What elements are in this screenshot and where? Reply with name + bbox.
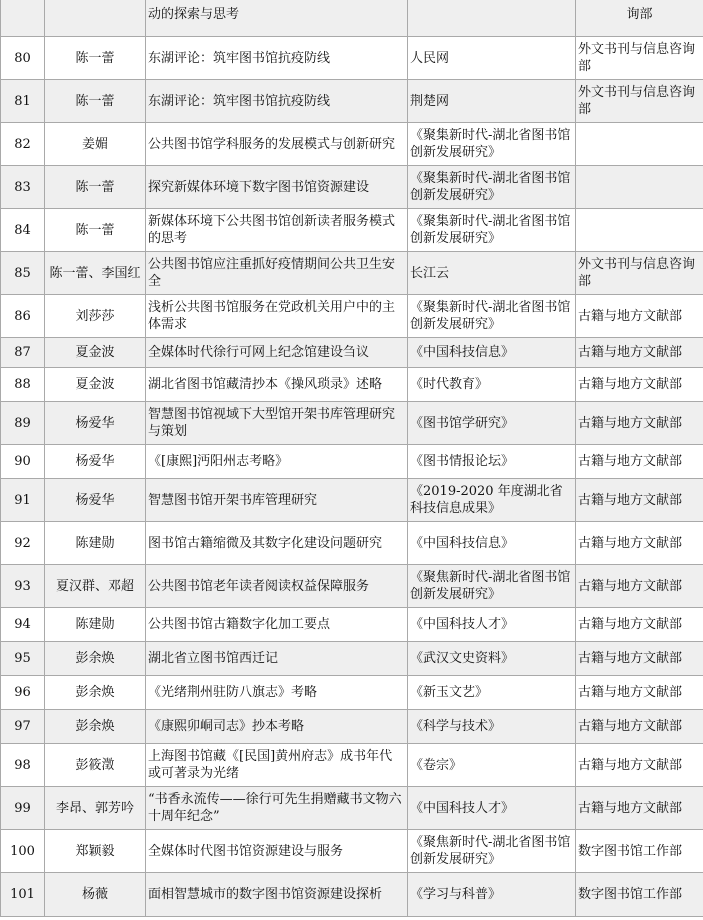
table-row — [1, 710, 703, 744]
row-number — [1, 0, 45, 37]
row-source: 《图书情报论坛》 — [408, 445, 576, 479]
row-source: 《聚集新时代-湖北省图书馆创新发展研究》 — [408, 166, 576, 209]
row-author: 陈一蕾 — [45, 80, 146, 123]
row-department — [576, 209, 703, 252]
table-row — [1, 209, 703, 252]
table-row — [1, 0, 703, 37]
row-number: 93 — [1, 565, 45, 608]
row-number: 87 — [1, 338, 45, 368]
publications-table-body — [1, 0, 703, 917]
row-title: 上海图书馆藏《[民国]黄州府志》成书年代或可著录为光绪 — [146, 744, 408, 787]
row-source: 《中国科技信息》 — [408, 522, 576, 565]
row-number: 90 — [1, 445, 45, 479]
row-author: 陈一蕾、李国红 — [45, 252, 146, 295]
row-author: 李昂、郭芳吟 — [45, 787, 146, 830]
row-department: 古籍与地方文献部 — [576, 608, 703, 642]
row-title: 湖北省图书馆藏清抄本《操风琐录》述略 — [146, 368, 408, 402]
row-source: 《聚集新时代-湖北省图书馆创新发展研究》 — [408, 123, 576, 166]
table-row — [1, 445, 703, 479]
table-row — [1, 676, 703, 710]
row-source: 《学习与科普》 — [408, 873, 576, 917]
row-title: 东湖评论：筑牢图书馆抗疫防线 — [146, 80, 408, 123]
row-number: 96 — [1, 676, 45, 710]
row-author: 陈一蕾 — [45, 166, 146, 209]
table-row — [1, 744, 703, 787]
table-row — [1, 642, 703, 676]
row-number: 84 — [1, 209, 45, 252]
row-source: 《聚集新时代-湖北省图书馆创新发展研究》 — [408, 295, 576, 338]
table-row — [1, 402, 703, 445]
row-title: 《[康熙]沔阳州志考略》 — [146, 445, 408, 479]
table-row — [1, 252, 703, 295]
table-row — [1, 338, 703, 368]
row-title: 公共图书馆学科服务的发展模式与创新研究 — [146, 123, 408, 166]
row-department: 外文书刊与信息咨询部 — [576, 252, 703, 295]
row-department: 询部 — [576, 0, 703, 37]
row-department: 外文书刊与信息咨询部 — [576, 80, 703, 123]
row-title: 《康熙卯峒司志》抄本考略 — [146, 710, 408, 744]
row-author: 杨薇 — [45, 873, 146, 917]
row-number: 98 — [1, 744, 45, 787]
row-number: 94 — [1, 608, 45, 642]
row-title: 智慧图书馆视域下大型馆开架书库管理研究与策划 — [146, 402, 408, 445]
row-author: 彭余焕 — [45, 642, 146, 676]
row-author: 彭余焕 — [45, 710, 146, 744]
row-title: 探究新媒体环境下数字图书馆资源建设 — [146, 166, 408, 209]
row-number: 81 — [1, 80, 45, 123]
row-author: 郑颖毅 — [45, 830, 146, 873]
table-row — [1, 80, 703, 123]
row-number: 85 — [1, 252, 45, 295]
row-author: 姜媚 — [45, 123, 146, 166]
row-title: 智慧图书馆开架书库管理研究 — [146, 479, 408, 522]
row-author: 夏金波 — [45, 368, 146, 402]
table-row — [1, 295, 703, 338]
row-author: 彭余焕 — [45, 676, 146, 710]
row-author: 夏金波 — [45, 338, 146, 368]
row-source: 长江云 — [408, 252, 576, 295]
row-source: 《中国科技信息》 — [408, 338, 576, 368]
row-department: 古籍与地方文献部 — [576, 676, 703, 710]
row-source: 《2019-2020 年度湖北省科技信息成果》 — [408, 479, 576, 522]
row-number: 99 — [1, 787, 45, 830]
row-author: 杨爱华 — [45, 402, 146, 445]
row-source: 荆楚网 — [408, 80, 576, 123]
row-department: 古籍与地方文献部 — [576, 368, 703, 402]
row-author: 彭筱澂 — [45, 744, 146, 787]
row-title: 湖北省立图书馆西迁记 — [146, 642, 408, 676]
row-title: 新媒体环境下公共图书馆创新读者服务模式的思考 — [146, 209, 408, 252]
row-department — [576, 166, 703, 209]
row-department: 数字图书馆工作部 — [576, 830, 703, 873]
row-number: 86 — [1, 295, 45, 338]
row-department: 外文书刊与信息咨询部 — [576, 37, 703, 80]
row-department: 古籍与地方文献部 — [576, 479, 703, 522]
table-row — [1, 608, 703, 642]
table-row — [1, 166, 703, 209]
row-author: 陈一蕾 — [45, 209, 146, 252]
row-department — [576, 123, 703, 166]
row-source: 《聚焦新时代-湖北省图书馆创新发展研究》 — [408, 830, 576, 873]
table-row — [1, 479, 703, 522]
row-author: 夏汉群、邓超 — [45, 565, 146, 608]
row-title: 图书馆古籍缩微及其数字化建设问题研究 — [146, 522, 408, 565]
row-department: 古籍与地方文献部 — [576, 522, 703, 565]
row-title: 公共图书馆古籍数字化加工要点 — [146, 608, 408, 642]
row-author: 陈一蕾 — [45, 37, 146, 80]
row-author: 杨爱华 — [45, 479, 146, 522]
row-source: 《中国科技人才》 — [408, 608, 576, 642]
row-source: 《聚焦新时代-湖北省图书馆创新发展研究》 — [408, 565, 576, 608]
table-row — [1, 123, 703, 166]
row-source: 《图书馆学研究》 — [408, 402, 576, 445]
row-title: 东湖评论：筑牢图书馆抗疫防线 — [146, 37, 408, 80]
table-row — [1, 830, 703, 873]
row-number: 80 — [1, 37, 45, 80]
row-author — [45, 0, 146, 37]
row-number: 100 — [1, 830, 45, 873]
row-number: 83 — [1, 166, 45, 209]
row-title: 面相智慧城市的数字图书馆资源建设探析 — [146, 873, 408, 917]
row-number: 97 — [1, 710, 45, 744]
table-row — [1, 873, 703, 917]
row-source: 《武汉文史资料》 — [408, 642, 576, 676]
row-title: 全媒体时代图书馆资源建设与服务 — [146, 830, 408, 873]
row-source: 《时代教育》 — [408, 368, 576, 402]
row-source: 《科学与技术》 — [408, 710, 576, 744]
row-department: 古籍与地方文献部 — [576, 787, 703, 830]
table-row — [1, 368, 703, 402]
row-author: 刘莎莎 — [45, 295, 146, 338]
row-author: 陈建勋 — [45, 608, 146, 642]
row-title: 浅析公共图书馆服务在党政机关用户中的主体需求 — [146, 295, 408, 338]
row-department: 古籍与地方文献部 — [576, 402, 703, 445]
row-number: 101 — [1, 873, 45, 917]
row-source: 《新玉文艺》 — [408, 676, 576, 710]
row-title: 全媒体时代徐行可网上纪念馆建设刍议 — [146, 338, 408, 368]
row-title: “书香永流传——徐行可先生捐赠藏书文物六十周年纪念” — [146, 787, 408, 830]
row-number: 95 — [1, 642, 45, 676]
row-number: 92 — [1, 522, 45, 565]
table-row — [1, 522, 703, 565]
row-department: 古籍与地方文献部 — [576, 565, 703, 608]
row-source: 《中国科技人才》 — [408, 787, 576, 830]
row-department: 数字图书馆工作部 — [576, 873, 703, 917]
row-number: 91 — [1, 479, 45, 522]
table-row — [1, 787, 703, 830]
row-title: 动的探索与思考 — [146, 0, 408, 37]
row-number: 89 — [1, 402, 45, 445]
row-author: 杨爱华 — [45, 445, 146, 479]
row-department: 古籍与地方文献部 — [576, 338, 703, 368]
row-department: 古籍与地方文献部 — [576, 642, 703, 676]
row-number: 88 — [1, 368, 45, 402]
row-title: 公共图书馆应注重抓好疫情期间公共卫生安全 — [146, 252, 408, 295]
row-source — [408, 0, 576, 37]
row-source: 人民网 — [408, 37, 576, 80]
row-department: 古籍与地方文献部 — [576, 295, 703, 338]
row-title: 公共图书馆老年读者阅读权益保障服务 — [146, 565, 408, 608]
row-author: 陈建勋 — [45, 522, 146, 565]
row-department: 古籍与地方文献部 — [576, 710, 703, 744]
table-row — [1, 565, 703, 608]
row-department: 古籍与地方文献部 — [576, 445, 703, 479]
row-source: 《聚集新时代-湖北省图书馆创新发展研究》 — [408, 209, 576, 252]
table-row — [1, 37, 703, 80]
row-department: 古籍与地方文献部 — [576, 744, 703, 787]
row-number: 82 — [1, 123, 45, 166]
row-title: 《光绪荆州驻防八旗志》考略 — [146, 676, 408, 710]
row-source: 《卷宗》 — [408, 744, 576, 787]
